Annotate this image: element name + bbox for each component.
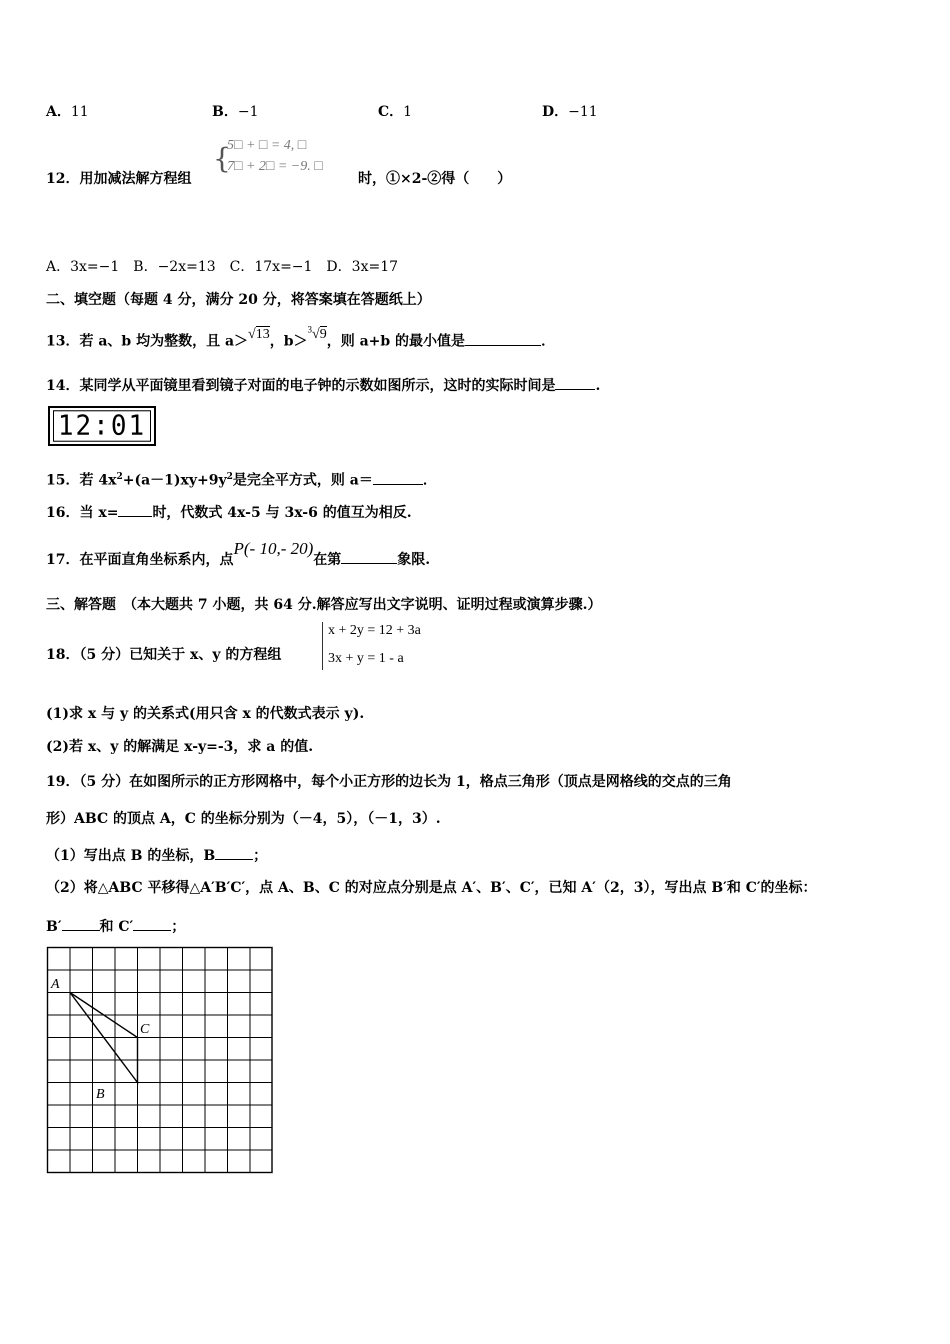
- q15-line: 15．若 $4x^2+(a-1)xy+9y^2$是完全平方式，则 a＝ ．: [46, 468, 437, 490]
- q13-sqrt: √13: [248, 326, 270, 342]
- q19-bprime-blank: [62, 916, 100, 931]
- label-c: C: [140, 1022, 150, 1037]
- q16-line: 16．当 x= 时，代数式 4x-5 与 3x-6 的值互为相反.: [46, 502, 412, 522]
- q11-option-c: C．1: [378, 104, 413, 120]
- q19-part2: （2）将△ABC 平移得△A′B′C′，点 A、B、C 的对应点分别是点 A′、B′、C′，已知 A′（2，3），写出点 B′和 C′的坐标：: [46, 880, 817, 896]
- q18-brace: [322, 622, 323, 670]
- q12-prefix: 12．用加减法解方程组: [46, 171, 192, 187]
- q18-eq2: 3x + y = 1 - a: [328, 651, 404, 666]
- q13-line: 13．若 a、b 均为整数，且 a＞√13，b＞$^3$√9，则 a+b 的最小值是 ．: [46, 324, 556, 350]
- q16-answer-blank: [118, 502, 152, 517]
- q14-answer-blank: [555, 375, 595, 390]
- q17-line: 17．在平面直角坐标系内，点P(- 10,- 20)在第 象限.: [46, 539, 431, 568]
- q18-prefix: 18．（5 分）已知关于 x、y 的方程组: [46, 647, 282, 663]
- q13-answer-blank: [465, 331, 541, 346]
- q18-eq1: x + 2y = 12 + 3a: [328, 623, 421, 638]
- q11-option-d: D．−11: [542, 104, 598, 120]
- mirror-clock-figure: [48, 406, 156, 446]
- q19-b-answer-blank: [215, 845, 253, 860]
- q17-answer-blank: [341, 549, 397, 564]
- q12-eq1: 5□ + □ = 4, □: [227, 138, 307, 153]
- q13-cbrt: $^3$√9: [307, 324, 327, 342]
- q12-suffix: 时，①×2-②得（ ）: [358, 171, 512, 187]
- grid-lines: [48, 948, 273, 1173]
- q19-line1: 19．（5 分）在如图所示的正方形网格中，每个小正方形的边长为 1，格点三角形（顶点是网格线的交点的三角: [46, 774, 732, 790]
- section2-heading: 二、填空题（每题 4 分，满分 20 分，将答案填在答题纸上）: [46, 292, 431, 308]
- q19-cprime-blank: [133, 916, 171, 931]
- q18-equation-system: [320, 618, 460, 674]
- q19-part1: （1）写出点 B 的坐标，B ；: [46, 845, 267, 865]
- q19-answer-line: B′ 和 C′ ；: [46, 916, 185, 936]
- q19-grid-figure: [46, 946, 274, 1176]
- q14-text: 14．某同学从平面镜里看到镜子对面的电子钟的示数如图所示，这时的实际时间是 .: [46, 375, 600, 395]
- q18-part1: (1)求 x 与 y 的关系式(用只含 x 的代数式表示 y).: [46, 706, 365, 722]
- q15-answer-blank: [373, 470, 423, 485]
- q19-line2: 形）ABC 的顶点 A，C 的坐标分别为（－4，5），（－1，3）.: [46, 811, 441, 827]
- q12-equation-system: { 5□ + □ = 4, □ 7□ + 2□ = −9. □: [213, 138, 323, 175]
- q18-part2: (2)若 x、y 的解满足 x-y=-3，求 a 的值.: [46, 739, 314, 755]
- q11-option-b: B．−1: [212, 104, 259, 120]
- q12-eq2: 7□ + 2□ = −9. □: [227, 159, 323, 174]
- q11-option-a: A．11: [46, 104, 89, 120]
- label-b: B: [96, 1087, 105, 1102]
- clock-display: 12:01: [53, 410, 151, 442]
- label-a: A: [51, 977, 60, 992]
- q17-point: P(- 10,- 20): [233, 539, 314, 558]
- q12-options: A．3x=−1 B．−2x=13 C．17x=−1 D．3x=17: [46, 259, 399, 275]
- section3-heading: 三、解答题 （本大题共 7 小题，共 64 分.解答应写出文字说明、证明过程或演算步骤.）: [46, 597, 602, 613]
